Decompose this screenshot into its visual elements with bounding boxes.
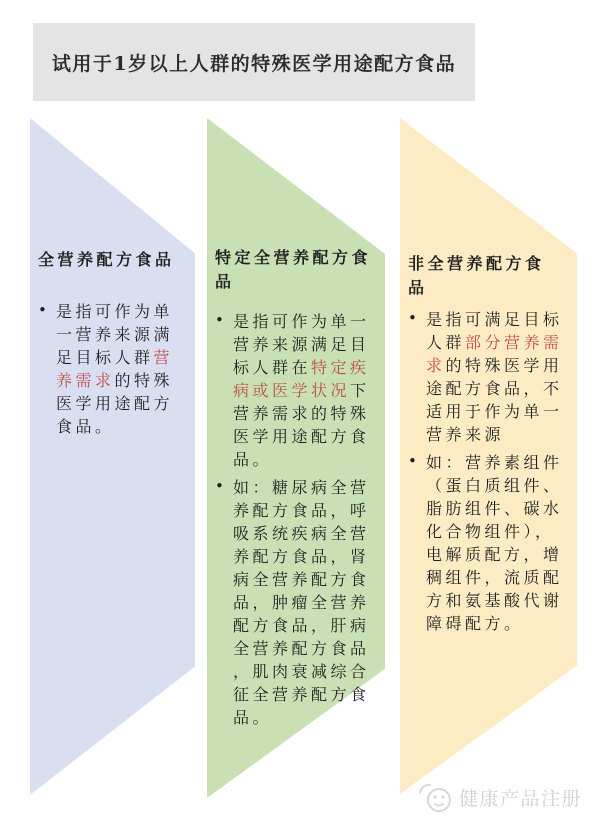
bullet-item: [38, 300, 186, 438]
text-segment: 的特殊医学用途配方食品。: [56, 371, 174, 436]
bullet-dot: •: [38, 301, 47, 319]
bullet-item: [408, 451, 568, 635]
column-title: 非全营养配方食品: [408, 254, 545, 297]
text-segment: 如：营养素组件（蛋白质组件、脂肪组件、碳水化合物组件），电解质配方，增稠组件，流质配方和氨基酸代谢障碍配方。: [426, 453, 563, 633]
text-segment: 下营养需求的特殊医学用途配方食品。: [233, 381, 370, 469]
text-segment: 是指可作为单一营养来源满足目标人群: [56, 302, 174, 367]
column-content: [215, 118, 376, 729]
column-non-full-nutrition: [400, 118, 577, 794]
column-bullet-list: [38, 300, 186, 438]
text-segment: 是指可满足目标人群: [426, 310, 563, 352]
watermark-label: 健康产品注册: [459, 788, 583, 810]
highlighted-text: 部分营养需求: [426, 333, 563, 375]
column-content: [408, 118, 568, 635]
highlighted-text: 营养需求: [56, 348, 174, 390]
column-bullet-list: [408, 308, 568, 635]
column-full-nutrition: [30, 118, 195, 795]
bullet-dot: •: [408, 452, 417, 470]
text-segment: 是指可作为单一营养来源满足目标人群在: [233, 312, 370, 377]
header-banner: [33, 23, 475, 101]
bullet-dot: •: [408, 309, 417, 327]
text-segment: 的特殊医学用途配方食品，不适用于作为单一营养来源: [426, 356, 563, 444]
column-bullet-list: [215, 310, 376, 729]
column-specific-full-nutrition: [207, 118, 385, 798]
bullet-dot: •: [215, 311, 224, 329]
smiley-face-logo-icon: [417, 781, 454, 814]
column-title: 特定全营养配方食品: [215, 248, 372, 291]
header-title: 试用于1岁以上人群的特殊医学用途配方食品: [51, 52, 457, 75]
bullet-item: [215, 476, 376, 729]
text-segment: 如：糖尿病全营养配方食品，呼吸系统疾病全营养配方食品，肾病全营养配方食品，肿瘤全营养配方食品，肝病全营养配方食品，肌肉衰减综合征全营养配方食品。: [233, 478, 370, 727]
column-title: 全营养配方食品: [38, 250, 175, 269]
bullet-item: [215, 310, 376, 471]
highlighted-text: 特定疾病或医学状况: [233, 358, 370, 400]
column-content: [38, 118, 186, 438]
bullet-dot: •: [215, 477, 224, 495]
watermark: [417, 781, 582, 814]
bullet-item: [408, 308, 568, 446]
